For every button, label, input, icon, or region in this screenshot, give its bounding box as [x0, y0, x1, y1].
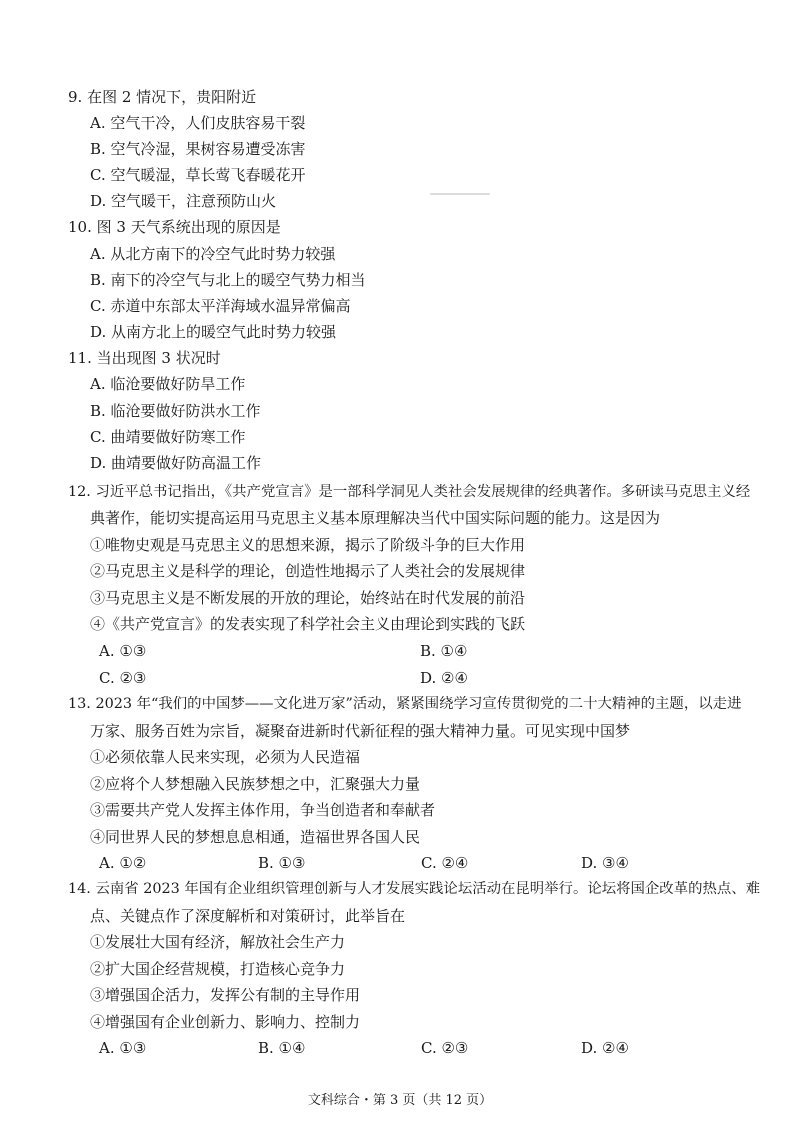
question-9-option-a: A. 空气干冷，人们皮肤容易干裂 [90, 114, 306, 132]
question-12-option-a: A. ①③ [99, 642, 147, 660]
question-10-option-d: D. 从南方北上的暖空气此时势力较强 [90, 323, 337, 341]
question-10-option-a: A. 从北方南下的冷空气此时势力较强 [90, 245, 336, 263]
question-14-item-4: ④增强国有企业创新力、影响力、控制力 [90, 1013, 361, 1031]
question-13-option-a: A. ①② [99, 854, 147, 872]
question-11-option-a: A. 临沧要做好防旱工作 [90, 375, 246, 393]
question-14-option-a: A. ①③ [99, 1039, 147, 1057]
question-13-option-b: B. ①③ [258, 854, 306, 872]
question-11-stem: 11. 当出现图 3 状况时 [68, 349, 221, 367]
question-13-stem-continued: 万家、服务百姓为宗旨，凝聚奋进新时代新征程的强大精神力量。可见实现中国梦 [90, 722, 631, 740]
question-13-item-1: ①必须依靠人民来实现，必须为人民造福 [90, 748, 361, 766]
question-13-stem: 13. 2023 年“我们的中国梦——文化进万家”活动，紧紧围绕学习宣传贯彻党的二十大精神的主题，以走进 [68, 696, 742, 712]
question-14-option-c: C. ②③ [421, 1039, 469, 1057]
page-footer: 文科综合・第 3 页（共 12 页） [307, 1093, 493, 1108]
question-14-option-d: D. ②④ [581, 1039, 629, 1057]
question-13-option-c: C. ②④ [421, 854, 469, 872]
question-12-stem: 12. 习近平总书记指出，《共产党宣言》是一部科学洞见人类社会发展规律的经典著作。多研读马克思主义经 [68, 484, 751, 500]
question-12-option-c: C. ②③ [99, 669, 147, 687]
question-14-stem-continued: 点、关键点作了深度解析和对策研讨，此举旨在 [90, 907, 406, 925]
question-10-stem: 10. 图 3 天气系统出现的原因是 [68, 218, 281, 236]
scan-smudge [430, 193, 490, 195]
question-14-item-2: ②扩大国企经营规模，打造核心竞争力 [90, 960, 346, 978]
question-9-stem: 9. 在图 2 情况下，贵阳附近 [68, 88, 257, 106]
question-12-item-1: ①唯物史观是马克思主义的思想来源，揭示了阶级斗争的巨大作用 [90, 536, 526, 554]
question-13-item-4: ④同世界人民的梦想息息相通，造福世界各国人民 [90, 828, 421, 846]
question-12-option-b: B. ①④ [420, 642, 468, 660]
question-12-option-d: D. ②④ [420, 669, 468, 687]
question-9-option-c: C. 空气暖湿，草长莺飞春暖花开 [90, 166, 306, 184]
question-11-option-b: B. 临沧要做好防洪水工作 [90, 402, 261, 420]
question-14-option-b: B. ①④ [258, 1039, 306, 1057]
question-12-item-4: ④《共产党宣言》的发表实现了科学社会主义由理论到实践的飞跃 [90, 615, 526, 633]
question-11-option-d: D. 曲靖要做好防高温工作 [90, 454, 262, 472]
question-10-option-b: B. 南下的冷空气与北上的暖空气势力相当 [90, 271, 366, 289]
question-13-item-3: ③需要共产党人发挥主体作用，争当创造者和奉献者 [90, 801, 436, 819]
question-12-item-2: ②马克思主义是科学的理论，创造性地揭示了人类社会的发展规律 [90, 562, 526, 580]
question-14-stem: 14. 云南省 2023 年国有企业组织管理创新与人才发展实践论坛活动在昆明举行。论坛将国企改革的热点、难 [68, 881, 761, 897]
question-13-option-d: D. ③④ [581, 854, 629, 872]
question-14-item-3: ③增强国企活力，发挥公有制的主导作用 [90, 986, 361, 1004]
question-12-item-3: ③马克思主义是不断发展的开放的理论，始终站在时代发展的前沿 [90, 589, 526, 607]
question-12-stem-continued: 典著作，能切实提高运用马克思主义基本原理解决当代中国实际问题的能力。这是因为 [90, 509, 661, 527]
question-14-item-1: ①发展壮大国有经济，解放社会生产力 [90, 933, 346, 951]
question-9-option-d: D. 空气暖干，注意预防山火 [90, 192, 277, 210]
question-11-option-c: C. 曲靖要做好防寒工作 [90, 428, 246, 446]
question-13-item-2: ②应将个人梦想融入民族梦想之中，汇聚强大力量 [90, 775, 421, 793]
question-9-option-b: B. 空气冷湿，果树容易遭受冻害 [90, 140, 306, 158]
question-10-option-c: C. 赤道中东部太平洋海域水温异常偏高 [90, 297, 351, 315]
